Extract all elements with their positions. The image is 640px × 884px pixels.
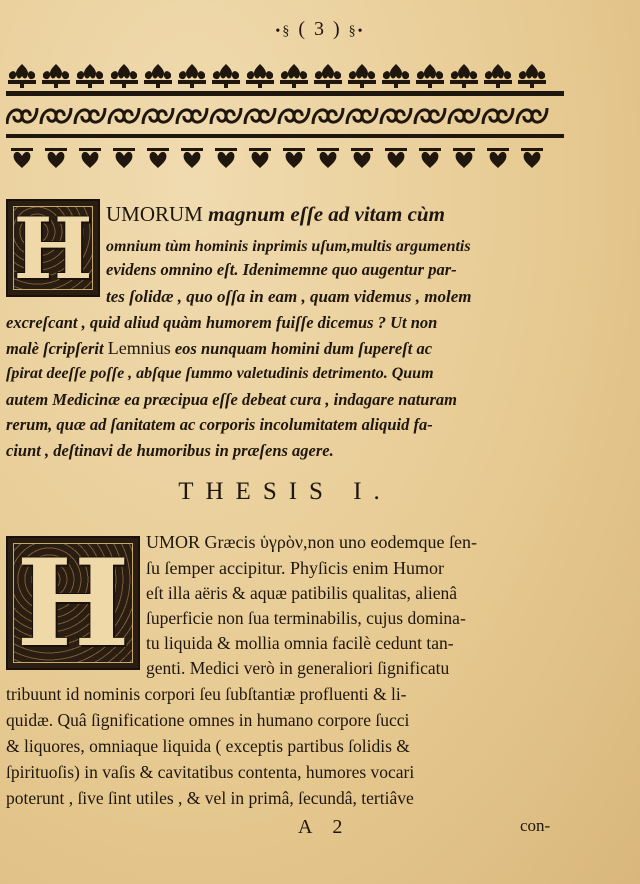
signature-mark: A 2 bbox=[298, 816, 351, 838]
thesis-line-9: & liquores, omniaque liquida ( exceptis partibus ſolidis & bbox=[6, 736, 410, 756]
page-number-line bbox=[0, 18, 640, 41]
thesis-heading: THESIS I. bbox=[178, 478, 392, 505]
intro-line-1 bbox=[106, 203, 445, 225]
intro-line-7: ſpirat deeſſe poſſe , abſque ſummo valetudinis detrimento. Quum bbox=[6, 365, 434, 382]
intro-line-6-name: Lemnius bbox=[107, 338, 171, 358]
decorated-initial-h-thesis bbox=[6, 532, 140, 674]
intro-line-6-text-a: malè ſcripſerit bbox=[6, 339, 108, 358]
thesis-line-4: ſuperficie non ſua terminabilis, cujus domina- bbox=[146, 608, 466, 628]
thesis-line-7: tribuunt id nominis corpori ſeu ſubſtantiæ profluenti & li- bbox=[6, 684, 407, 704]
thesis-line-3: eſt illa aëris & aquæ patibilis qualitas, alienâ bbox=[146, 583, 458, 603]
intro-line-10: ciunt , deſtinavi de humoribus in præſens agere. bbox=[6, 441, 334, 460]
intro-line-4: tes ſolidæ , quo oſſa in eam , quam videmus , molem bbox=[106, 287, 472, 306]
intro-line-1-caps: UMORUM bbox=[106, 202, 203, 226]
intro-line-8: autem Medicinæ ea præcipua eſſe debeat cura , indagare naturam bbox=[6, 390, 457, 409]
intro-line-2: omnium tùm hominis inprimis uſum,multis argumentis bbox=[106, 238, 471, 255]
intro-line-3: evidens omnino eſt. Idenimemne quo augentur par- bbox=[106, 260, 457, 279]
thesis-line-5: tu liquida & mollia omnia facilè cedunt tan- bbox=[146, 633, 454, 653]
thesis-line-1: UMOR Græcis ὑγρὸν,non uno eodemque ſen- bbox=[146, 532, 477, 552]
initial-letter: H bbox=[16, 532, 130, 674]
ornament-right: §• bbox=[348, 24, 365, 39]
ornament-left: •§ bbox=[275, 24, 292, 39]
thesis-line-6: genti. Medici verò in generaliori ſignificatu bbox=[146, 658, 450, 678]
intro-line-9: rerum, quæ ad ſanitatem ac corporis incolumitatem aliquid fa- bbox=[6, 415, 433, 434]
intro-line-5: excreſcant , quid aliud quàm humorem fuiſſe dicemus ? Ut non bbox=[6, 313, 438, 332]
page-number: ( 3 ) bbox=[298, 18, 342, 40]
intro-line-6-text-b: eos nunquam homini dum ſupereſt ac bbox=[170, 339, 433, 358]
catchword: con- bbox=[520, 816, 551, 835]
thesis-line-11: poterunt , ſive ſint utiles , & vel in primâ, ſecundâ, tertiâve bbox=[6, 788, 414, 808]
thesis-line-10: ſpirituoſis) in vaſis & cavitatibus contenta, humores vocari bbox=[6, 762, 415, 782]
thesis-line-8: quidæ. Quâ ſignificatione omnes in humano corpore ſucci bbox=[6, 710, 410, 730]
decorated-initial-h-intro bbox=[6, 199, 100, 297]
thesis-line-2: ſu ſemper accipitur. Phyſicis enim Humor bbox=[146, 558, 444, 578]
decorative-headpiece bbox=[6, 58, 564, 188]
intro-line-1-text: magnum eſſe ad vitam cùm bbox=[202, 202, 445, 226]
intro-line-6 bbox=[6, 337, 432, 360]
initial-letter: H bbox=[13, 198, 93, 298]
